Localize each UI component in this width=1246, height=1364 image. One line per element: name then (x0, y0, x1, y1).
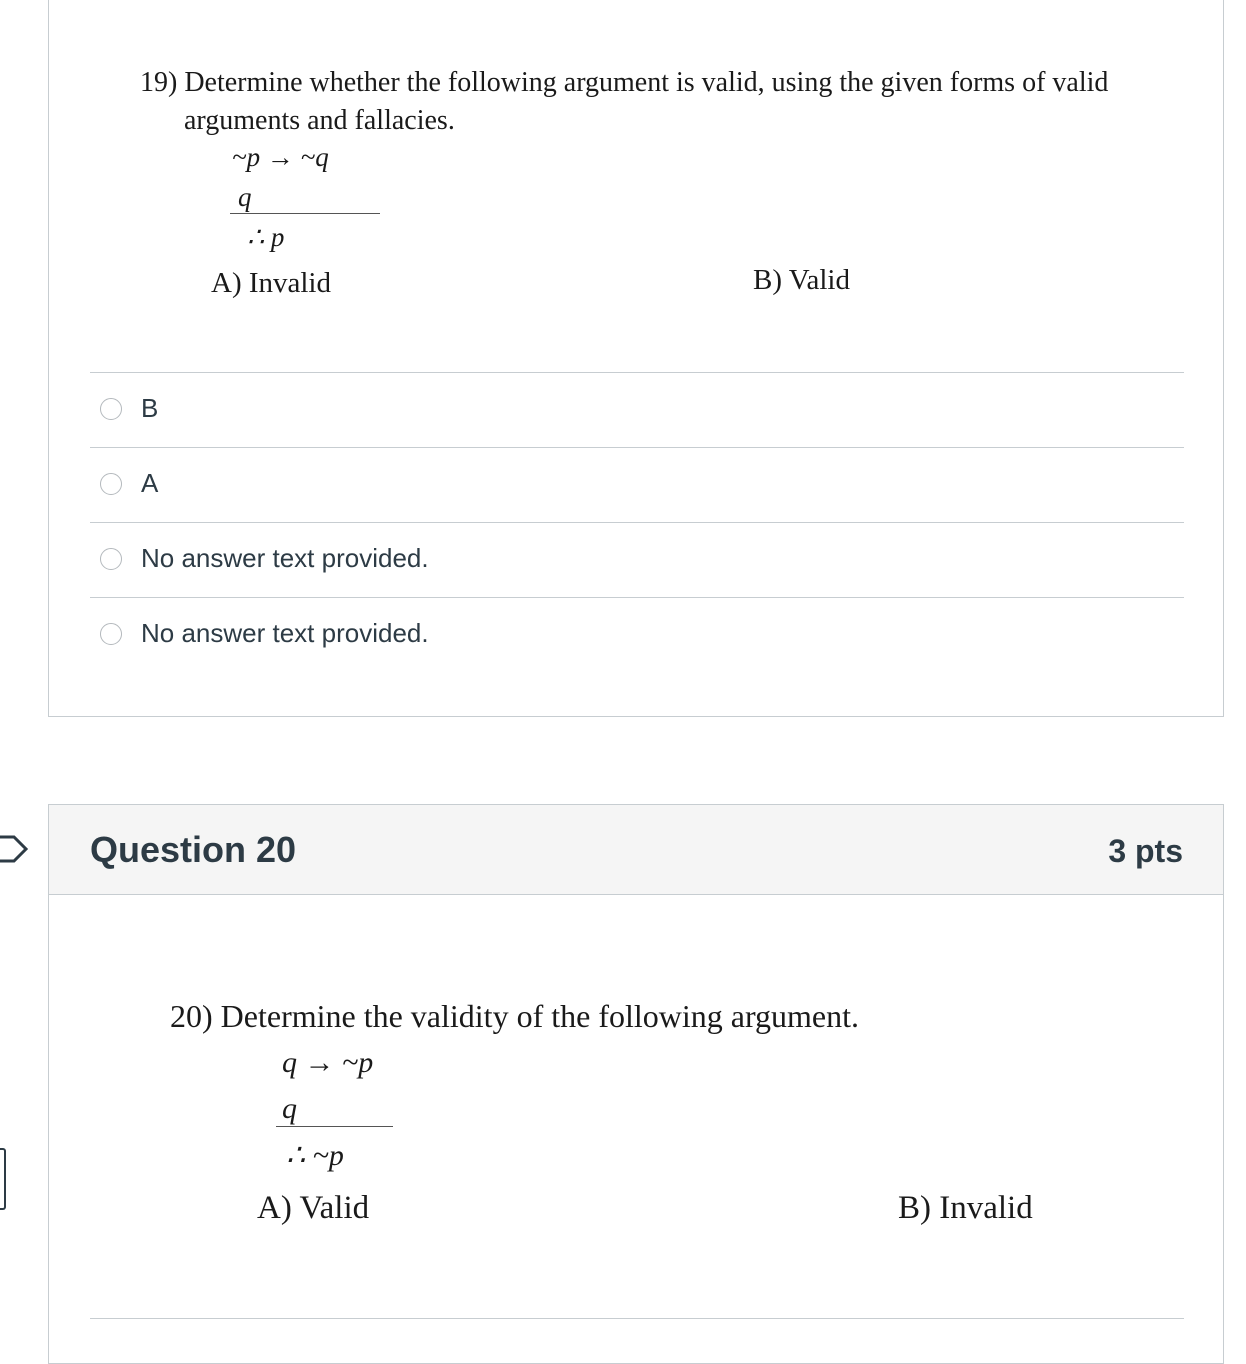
question-title: Question 20 (90, 829, 297, 870)
answer-option[interactable] (90, 522, 1184, 597)
radio-button[interactable] (100, 398, 122, 420)
q20-premise-1: q → ~p (282, 1046, 374, 1079)
answer-label: No answer text provided. (141, 618, 429, 648)
answer-option[interactable] (90, 597, 1184, 672)
prompt-line-2: arguments and fallacies. (184, 105, 455, 136)
q19-choice-a: A) Invalid (211, 267, 331, 299)
answer-option[interactable] (90, 447, 1184, 522)
question-20-card (48, 804, 1224, 1364)
q20-choice-a: A) Valid (257, 1190, 370, 1226)
answer-option[interactable] (90, 372, 1184, 447)
q20-conclusion: ∴ ~p (286, 1139, 344, 1172)
q20-premise-2: q (282, 1092, 297, 1125)
question-19-prompt (140, 64, 1140, 140)
radio-button[interactable] (100, 473, 122, 495)
side-panel-tab[interactable] (0, 1148, 6, 1210)
q20-choice-b: B) Invalid (898, 1190, 1033, 1226)
question-header (49, 805, 1223, 895)
q19-premise-1: ~p → ~q (232, 142, 329, 172)
answer-label: B (141, 393, 159, 423)
answer-list (90, 372, 1184, 672)
flag-question-icon[interactable] (0, 834, 30, 864)
question-20-prompt: 20) Determine the validity of the following argument. (170, 998, 860, 1034)
q19-conclusion-rule (230, 213, 380, 214)
radio-button[interactable] (100, 623, 122, 645)
q19-premise-2: q (238, 182, 252, 212)
q20-conclusion-rule (276, 1126, 393, 1127)
question-points: 3 pts (1108, 833, 1183, 869)
answer-label: No answer text provided. (141, 543, 429, 573)
answer-label: A (141, 468, 159, 498)
q19-conclusion: ∴ p (247, 222, 285, 252)
question-19-card (48, 0, 1224, 717)
radio-button[interactable] (100, 548, 122, 570)
q19-choice-b: B) Valid (753, 264, 850, 296)
answer-divider (90, 1318, 1184, 1319)
prompt-line-1: 19) Determine whether the following argument is valid, using the given forms of valid (140, 67, 1109, 98)
